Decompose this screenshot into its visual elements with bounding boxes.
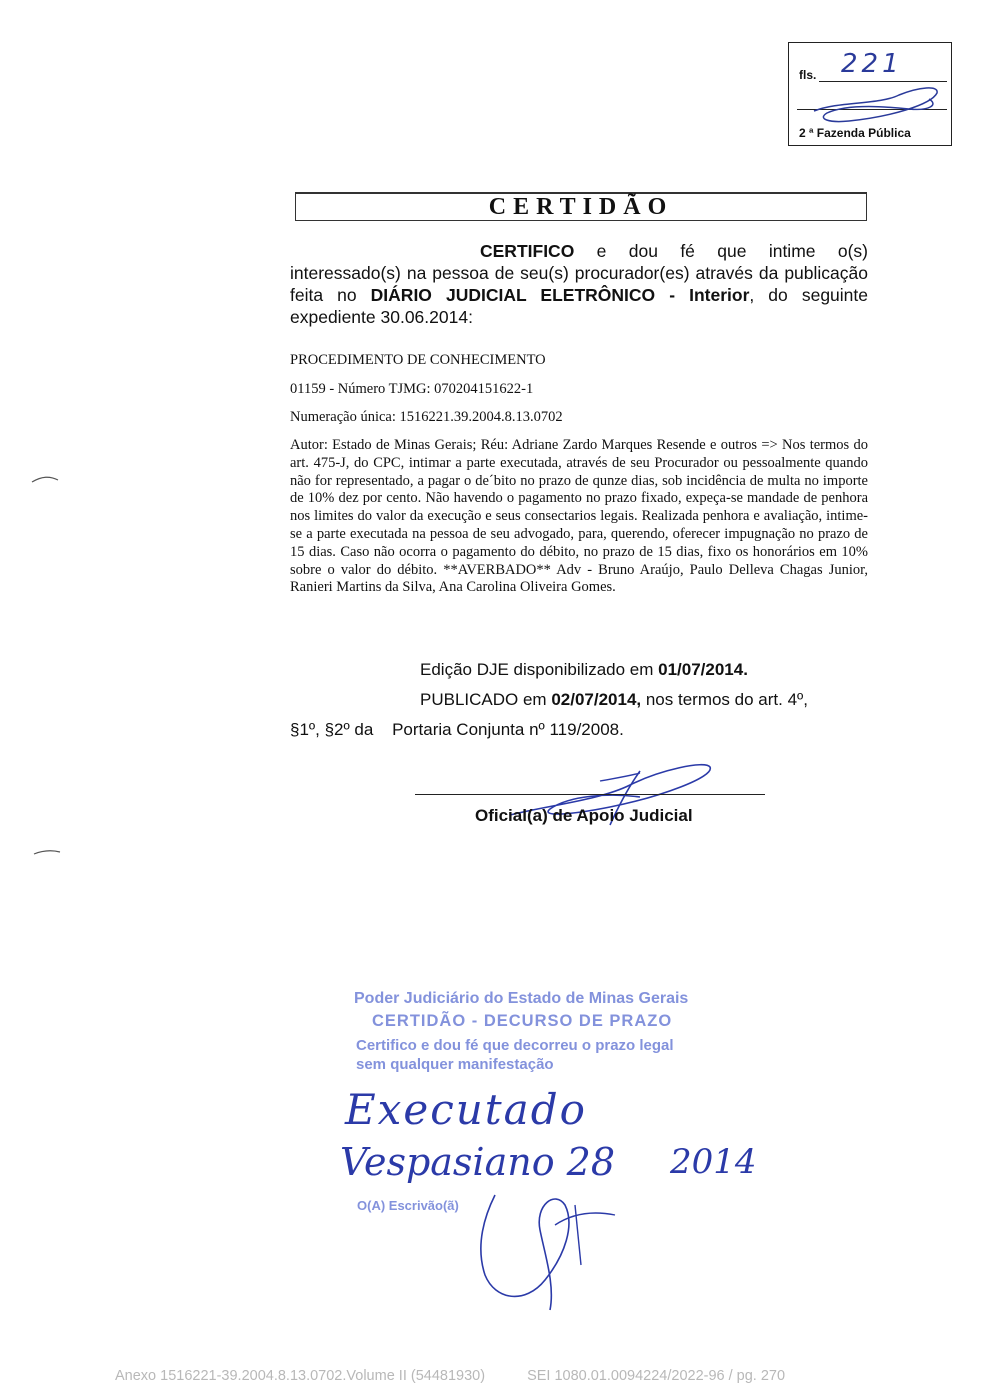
published-prefix: PUBLICADO em [420, 690, 552, 709]
page-footer [115, 1368, 785, 1384]
handwritten-word: Executado [345, 1085, 587, 1134]
published-line [420, 690, 868, 710]
signature-line [415, 794, 765, 795]
process-unique-number: Numeração única: 1516221.39.2004.8.13.0702 [290, 409, 563, 425]
footer-annex: Anexo 1516221-39.2004.8.13.0702.Volume II (54481930) [115, 1368, 486, 1384]
published-date: 02/07/2014, [551, 690, 642, 709]
portaria-line [290, 720, 624, 740]
folio-underline [819, 81, 947, 82]
folio-label: fls. [799, 68, 817, 82]
certificate-text-2: , do seguinte expediente 30.06.2014: [290, 285, 868, 327]
stamp-line-4: sem qualquer manifestação [356, 1056, 554, 1073]
folio-vara: 2 ª Fazenda Pública [799, 126, 911, 140]
edition-prefix: Edição DJE disponibilizado em [420, 660, 659, 679]
published-suffix: nos termos do art. 4º, [641, 690, 808, 709]
margin-marks [30, 470, 70, 870]
portaria-paragraphs: §1º, §2º da [290, 720, 374, 739]
title-box [295, 192, 867, 221]
footer-sei: SEI 1080.01.0094224/2022-96 / pg. 270 [527, 1368, 786, 1384]
handwritten-place-date: Vespasiano 28 [340, 1140, 616, 1184]
portaria-text: Portaria Conjunta nº 119/2008. [392, 720, 624, 739]
page-title: CERTIDÃO [488, 194, 674, 220]
signatory-title: Oficial(a) de Apoio Judicial [475, 806, 693, 825]
publication-body: Autor: Estado de Minas Gerais; Réu: Adriane Zardo Marques Resende e outros => Nos termos do art. 475-J, do CPC, intimar a parte executada, através de seu Procurador ou pessoalmente quando não for representado, a pagar o de´bito no prazo de qunze dias, sob incidência de multa no importe de 10% dez por cento. Não havendo o pagamento no prazo fixado, expeça-se mandade de penhora nos limites do valor da execução e seus consectarios legais. Realizada penhora e avaliação, intime-se a parte executada na pessoa de seu advogado, para, querendo, oferecer impugnação no prazo de 15 dias. Caso não ocorra o pagamento do débito, no prazo de 15 dias, fixo os honorários em 10% sobre o valor do débito. **AVERBADO** Adv - Bruno Araújo, Paulo Delleva Chagas Junior, Ranieri Martins da Silva, Ana Carolina Oliveira Gomes. [290, 437, 868, 596]
process-number-tjmg: 01159 - Número TJMG: 070204151622-1 [290, 381, 534, 397]
certificate-text-1: e dou fé que intime o(s) interessado(s) na pessoa de seu(s) procurador(es) através da publicação feita no [290, 241, 868, 305]
certificate-journal: DIÁRIO JUDICIAL ELETRÔNICO - Interior [370, 285, 750, 305]
deadline-stamp [340, 990, 740, 1073]
stamp-escrivao: O(A) Escrivão(ã) [357, 1198, 459, 1213]
edition-line [420, 660, 748, 680]
stamp-line-3: Certifico e dou fé que decorreu o prazo legal [356, 1037, 674, 1054]
folio-box [788, 42, 952, 146]
certificate-lead: CERTIFICO [480, 241, 575, 261]
escrivao-signature-icon [455, 1185, 635, 1315]
procedure-heading: PROCEDIMENTO DE CONHECIMENTO [290, 352, 546, 368]
stamp-line-2: CERTIDÃO - DECURSO DE PRAZO [372, 1012, 673, 1030]
folio-number: 221 [841, 49, 903, 79]
certificate-paragraph [290, 240, 868, 328]
edition-date: 01/07/2014. [658, 660, 748, 679]
handwritten-year: 2014 [670, 1142, 757, 1182]
stamp-line-1: Poder Judiciário do Estado de Minas Gerais [354, 990, 689, 1007]
